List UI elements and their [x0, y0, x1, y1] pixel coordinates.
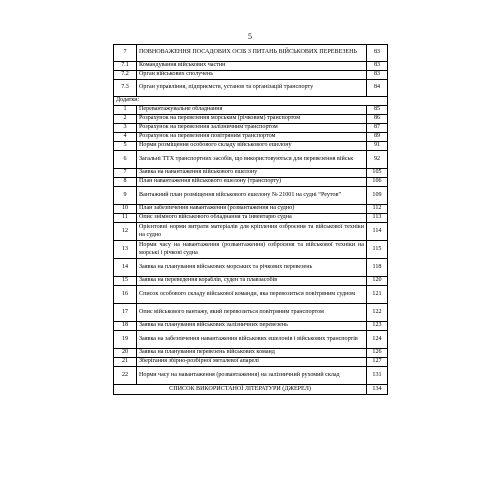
appendix-title: Заявка на переведення кораблів, суден та плавзасобів — [137, 277, 367, 286]
appendix-row — [114, 205, 388, 214]
toc-row-title: Орган військових сполучень — [137, 71, 367, 80]
appendix-page: 126 — [367, 349, 388, 358]
appendix-row — [114, 358, 388, 367]
appendix-page: 124 — [367, 331, 388, 349]
toc-row — [114, 80, 388, 97]
appendix-title: Норми часу на навантаження (розвантаження) на залізничний рухомий склад — [137, 367, 367, 385]
appendix-title: Опис військового вантажу, який перевозиться повітряним транспортом — [137, 304, 367, 322]
appendix-title: Опис знімного військового обладнання та інвентарю судна — [137, 214, 367, 223]
appendix-page: 91 — [367, 142, 388, 151]
appendix-number: 8 — [114, 178, 137, 187]
appendix-title: План забезпечення навантаження (розвантаження на судно) — [137, 205, 367, 214]
appendix-row — [114, 259, 388, 277]
appendix-title: Орієнтовні норми витрати матеріалів для кріплення озброєння та військової техніки на судно — [137, 223, 367, 241]
appendix-row — [114, 169, 388, 178]
appendix-number: 2 — [114, 115, 137, 124]
appendix-row — [114, 331, 388, 349]
appendix-row — [114, 214, 388, 223]
appendix-page: 112 — [367, 205, 388, 214]
appendix-title: Заявка на планування військових морських та річкових перевезень — [137, 259, 367, 277]
appendix-page: 92 — [367, 151, 388, 169]
appendix-number: 15 — [114, 277, 137, 286]
appendix-row — [114, 142, 388, 151]
appendix-row — [114, 178, 388, 187]
appendix-number: 20 — [114, 349, 137, 358]
appendix-row — [114, 367, 388, 385]
toc-row — [114, 71, 388, 80]
appendix-page: 123 — [367, 322, 388, 331]
appendix-row — [114, 277, 388, 286]
appendix-number: 9 — [114, 187, 137, 205]
appendix-page: 114 — [367, 223, 388, 241]
appendix-number: 19 — [114, 331, 137, 349]
appendix-page: 89 — [367, 133, 388, 142]
appendix-page: 118 — [367, 259, 388, 277]
appendix-title: Вантажний план розміщення військового ешелону № 21001 на судні “Реутов” — [137, 187, 367, 205]
appendix-number: 22 — [114, 367, 137, 385]
appendix-row — [114, 349, 388, 358]
appendix-page: 87 — [367, 124, 388, 133]
appendix-title: Перевантажувальне обладнання — [137, 106, 367, 115]
appendix-row — [114, 133, 388, 142]
table-of-contents — [113, 44, 388, 395]
appendix-number: 11 — [114, 214, 137, 223]
appendix-row — [114, 187, 388, 205]
appendix-row — [114, 286, 388, 304]
appendix-number: 6 — [114, 151, 137, 169]
appendix-title: Загальні ТТХ транспортних засобів, що використовуються для перевезення військ — [137, 151, 367, 169]
appendix-page: 122 — [367, 304, 388, 322]
appendix-page: 127 — [367, 358, 388, 367]
appendix-label: Додатки: — [114, 97, 388, 106]
bibliography-title: СПИСОК ВИКОРИСТАНОЇ ЛІТЕРАТУРИ (ДЖЕРЕЛ) — [114, 385, 367, 395]
appendix-title: Норми часу на навантаження (розвантаження) озброєння та військової техніки на морські і річкові судна — [137, 241, 367, 259]
appendix-page: 120 — [367, 277, 388, 286]
appendix-page: 121 — [367, 286, 388, 304]
appendix-number: 7 — [114, 169, 137, 178]
appendix-number: 14 — [114, 259, 137, 277]
appendix-number: 16 — [114, 286, 137, 304]
bibliography-row — [114, 385, 388, 395]
appendix-title: Розрахунок на перевезення повітряним транспортом — [137, 133, 367, 142]
appendix-title: Заявка на забезпечення навантаження військових ешелонів і військових транспортів — [137, 331, 367, 349]
page-number: 5 — [248, 32, 252, 41]
appendix-row — [114, 124, 388, 133]
appendix-number: 1 — [114, 106, 137, 115]
appendix-number: 4 — [114, 133, 137, 142]
appendix-number: 18 — [114, 322, 137, 331]
appendix-row — [114, 304, 388, 322]
appendix-page: 109 — [367, 187, 388, 205]
appendix-page: 105 — [367, 169, 388, 178]
appendix-page: 115 — [367, 241, 388, 259]
toc-row — [114, 45, 388, 62]
appendix-number: 17 — [114, 304, 137, 322]
toc-row-number: 7 — [114, 45, 137, 62]
appendix-row — [114, 115, 388, 124]
toc-row-page: 84 — [367, 80, 388, 97]
toc-row-title: Орган управління, підприємств, установ та організацій транспорту — [137, 80, 367, 97]
appendix-number: 10 — [114, 205, 137, 214]
appendix-row — [114, 151, 388, 169]
appendix-title: Заявка на навантаження військового ешелону — [137, 169, 367, 178]
appendix-row — [114, 106, 388, 115]
bibliography-page: 134 — [367, 385, 388, 395]
appendix-header-row — [114, 97, 388, 106]
appendix-row — [114, 322, 388, 331]
appendix-row — [114, 223, 388, 241]
appendix-title: Заявка на планування військових залізничних перевезень — [137, 322, 367, 331]
toc-row-title: ПОВНОВАЖЕННЯ ПОСАДОВИХ ОСІБ З ПИТАНЬ ВІЙСЬКОВИХ ПЕРЕВЕЗЕНЬ — [137, 45, 367, 62]
appendix-number: 12 — [114, 223, 137, 241]
toc-row-number: 7.1 — [114, 62, 137, 71]
appendix-number: 13 — [114, 241, 137, 259]
appendix-title: Норми розміщення особового складу військового ешелону — [137, 142, 367, 151]
appendix-page: 85 — [367, 106, 388, 115]
appendix-page: 113 — [367, 214, 388, 223]
appendix-page: 86 — [367, 115, 388, 124]
appendix-number: 5 — [114, 142, 137, 151]
appendix-number: 21 — [114, 358, 137, 367]
appendix-title: План навантаження військового ешелону (транспорту) — [137, 178, 367, 187]
toc-row-number: 7.2 — [114, 71, 137, 80]
toc-row-title: Командування військових частин — [137, 62, 367, 71]
toc-row — [114, 62, 388, 71]
appendix-title: Заявка на планування перевезень військових команд — [137, 349, 367, 358]
toc-row-page: 83 — [367, 62, 388, 71]
appendix-title: Список особового складу військової команди, яка перевозиться повітряним судном — [137, 286, 367, 304]
toc-row-number: 7.3 — [114, 80, 137, 97]
appendix-row — [114, 241, 388, 259]
appendix-page: 106 — [367, 178, 388, 187]
appendix-title: Зберігання збірно-розбірної металевої апарелі — [137, 358, 367, 367]
toc-row-page: 83 — [367, 45, 388, 62]
appendix-number: 3 — [114, 124, 137, 133]
toc-row-page: 83 — [367, 71, 388, 80]
appendix-title: Розрахунок на перевезення морським (річковим) транспортом — [137, 115, 367, 124]
appendix-page: 131 — [367, 367, 388, 385]
appendix-title: Розрахунок на перевезення залізничним транспортом — [137, 124, 367, 133]
